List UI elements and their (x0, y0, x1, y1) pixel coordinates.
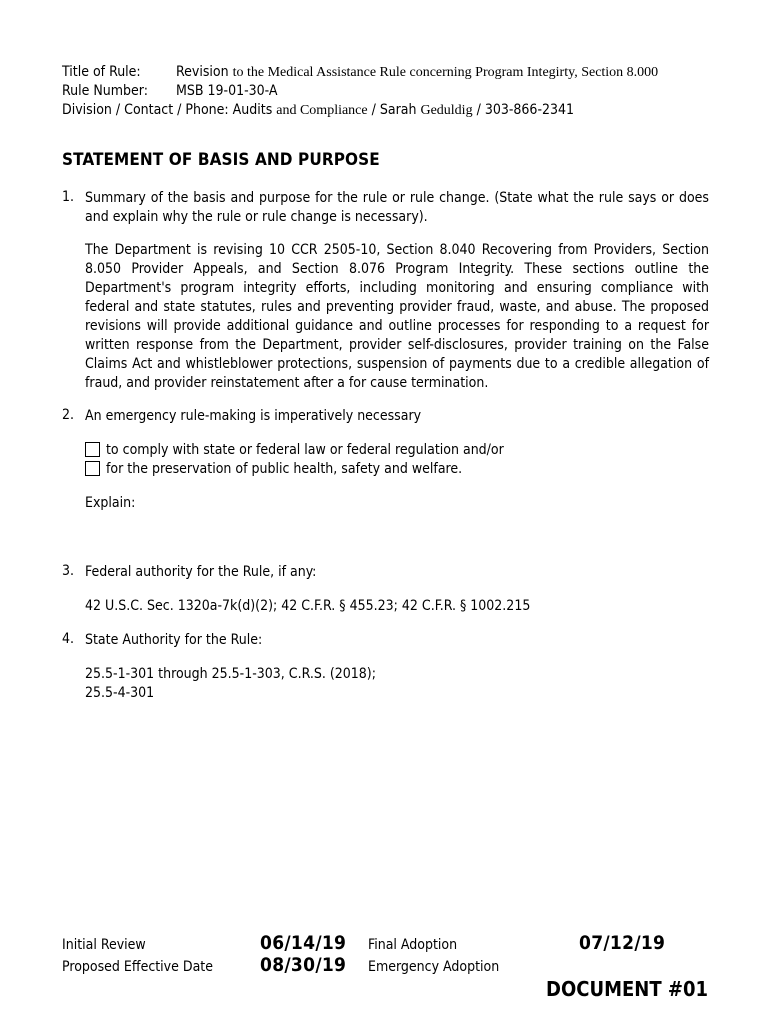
contact-phone: / 303-866-2341 (476, 102, 575, 118)
rule-number-value: MSB 19-01-30-A (176, 83, 278, 99)
item-4-prompt: State Authority for the Rule: (85, 632, 263, 648)
checkbox-comply[interactable] (85, 442, 100, 457)
proposed-effective-date: 08/30/19 (260, 954, 347, 976)
item-1-prompt: Summary of the basis and purpose for the rule or rule change. (State what the rule says or does and explain why the rule or rule change is necessary). (85, 190, 709, 225)
contact-label: Division / Contact / Phone: (62, 102, 229, 118)
initial-review-label: Initial Review (62, 937, 146, 953)
item-2-number: 2. (62, 407, 75, 423)
final-adoption-label: Final Adoption (368, 937, 458, 953)
checkbox-row-2[interactable] (85, 460, 462, 478)
item-4-response-line-2: 25.5-4-301 (85, 685, 155, 701)
title-rest: to the Medical Assistance Rule concerning Program Integirty, Section 8.000 (232, 65, 659, 80)
emergency-adoption-label: Emergency Adoption (368, 959, 500, 975)
title-of-rule-value (176, 63, 658, 82)
item-1-number: 1. (62, 189, 75, 205)
contact-name: / Sarah (371, 102, 417, 118)
explain-label: Explain: (85, 495, 136, 511)
item-4-response-line-1: 25.5-1-301 through 25.5-1-303, C.R.S. (2018); (85, 666, 376, 682)
item-2-prompt: An emergency rule-making is imperatively necessary (85, 408, 422, 424)
checkbox-row-1[interactable] (85, 441, 504, 459)
contact-surname: Geduldig (420, 103, 473, 118)
section-title: STATEMENT OF BASIS AND PURPOSE (62, 150, 380, 170)
rule-number-label: Rule Number: (62, 83, 148, 99)
division-rest: and Compliance (276, 103, 368, 118)
initial-review-date: 06/14/19 (260, 932, 347, 954)
division-contact-line (62, 101, 574, 120)
item-4-number: 4. (62, 631, 75, 647)
checkbox-comply-label: to comply with state or federal law or federal regulation and/or (106, 442, 504, 458)
title-of-rule-label: Title of Rule: (62, 64, 141, 80)
item-3-number: 3. (62, 563, 75, 579)
checkbox-preservation[interactable] (85, 461, 100, 476)
document-number: DOCUMENT #01 (546, 977, 708, 1001)
checkbox-preservation-label: for the preservation of public health, safety and welfare. (106, 461, 463, 477)
final-adoption-date: 07/12/19 (579, 932, 666, 954)
title-word: Revision (176, 64, 229, 80)
item-1-response: The Department is revising 10 CCR 2505-10, Section 8.040 Recovering from Providers, Section 8.050 Provider Appeals, and Section 8.076 Program Integrity. These sections outline the Department's program integrity efforts, including monitoring and ensuring compliance with federal and state statutes, rules and preventing provider fraud, waste, and abuse. The proposed revisions will provide additional guidance and outline processes for responding to a request for written response from the Department, provider self-disclosures, provider training on the False Claims Act and whistleblower protections, suspension of payments due to a credible allegation of fraud, and provider reinstatement after a for cause termination. (85, 242, 709, 391)
item-3-response: 42 U.S.C. Sec. 1320a-7k(d)(2); 42 C.F.R. § 455.23; 42 C.F.R. § 1002.215 (85, 598, 531, 614)
item-3-prompt: Federal authority for the Rule, if any: (85, 564, 317, 580)
proposed-effective-label: Proposed Effective Date (62, 959, 213, 975)
division-word: Audits (232, 102, 273, 118)
